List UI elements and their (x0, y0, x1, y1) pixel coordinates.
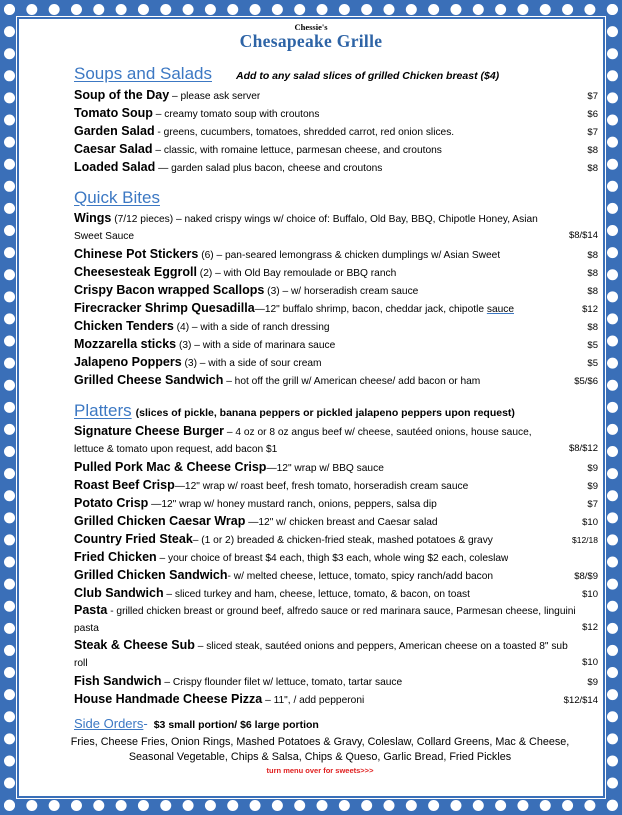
price: $7 (587, 91, 598, 102)
price: $9 (587, 463, 598, 474)
price: $12/18 (572, 535, 598, 545)
soups-list (74, 86, 598, 176)
menu-item: $12 Pasta - grilled chicken breast or ground beef, alfredo sauce or red marinara sauce, Parmesan cheese, linguini pasta (74, 603, 598, 634)
menu-item: Crispy Bacon wrapped Scallops (3) – w/ horseradish cream sauce $8 (74, 281, 598, 299)
price: $7 (587, 127, 598, 138)
menu-item: Fish Sandwich – Crispy flounder filet w/ lettuce, tomato, tartar sauce $9 (74, 672, 598, 690)
menu-item: Chicken Tenders (4) – with a side of ranch dressing $8 (74, 317, 598, 335)
restaurant-subname: Chessie's (294, 22, 328, 32)
price: $7 (587, 499, 598, 510)
menu-item: Fried Chicken – your choice of breast $4 each, thigh $3 each, whole wing $2 each, coleslaw (74, 550, 509, 564)
menu-item: Grilled Chicken Caesar Wrap —12" w/ chicken breast and Caesar salad $10 (74, 512, 598, 530)
menu-item: Roast Beef Crisp—12" wrap w/ roast beef, fresh tomato, horseradish cream sauce $9 (74, 476, 598, 494)
platters-header (74, 401, 596, 421)
menu-item: Country Fried Steak– (1 or 2) breaded & chicken-fried steak, mashed potatoes & gravy $12/18 (74, 530, 598, 548)
menu-item: Grilled Chicken Sandwich- w/ melted cheese, lettuce, tomato, spicy ranch/add bacon $8/$9 (74, 566, 598, 584)
menu-item: Soup of the Day – please ask server $7 (74, 86, 598, 104)
price: $10 (582, 589, 598, 600)
restaurant-title: Chesapeake Grille (239, 31, 383, 51)
price: $8/$9 (574, 571, 598, 582)
bites-title: Quick Bites (74, 188, 160, 207)
menu-item: $10 Steak & Cheese Sub – sliced steak, sautéed onions and peppers, American cheese on a toasted 8" sub roll (74, 638, 598, 669)
turn-over-note: turn menu over for sweets>>> (266, 766, 374, 775)
menu-item: Chinese Pot Stickers (6) – pan-seared lemongrass & chicken dumplings w/ Asian Sweet $8 (74, 245, 598, 263)
sides-title: Side Orders (74, 716, 144, 731)
price: $10 (582, 657, 598, 668)
menu-item: Loaded Salad — garden salad plus bacon, cheese and croutons $8 (74, 158, 598, 176)
menu-item: House Handmade Cheese Pizza – 11", / add pepperoni $12/$14 (74, 690, 598, 708)
menu-item: Cheesesteak Eggroll (2) – with Old Bay remoulade or BBQ ranch $8 (74, 263, 598, 281)
menu-content (26, 22, 596, 775)
price: $8 (587, 268, 598, 279)
price: $12 (582, 622, 598, 633)
soups-header (74, 64, 596, 84)
sides-list: Fries, Cheese Fries, Onion Rings, Mashed Potatoes & Gravy, Coleslaw, Collard Greens, Mac & Cheese, Seasonal Vegetable, Chips & Salsa, Chips & Queso, Garlic Bread, Fried Pickles (70, 736, 570, 763)
menu-item: Club Sandwich – sliced turkey and ham, cheese, lettuce, tomato, & bacon, on toast $10 (74, 584, 598, 602)
menu-item: Mozzarella sticks (3) – with a side of marinara sauce $5 (74, 335, 598, 353)
platters-list (74, 423, 598, 708)
price: $6 (587, 109, 598, 120)
sides-dash: - (143, 716, 148, 731)
price: $8 (587, 286, 598, 297)
price: $8 (587, 145, 598, 156)
sides-note: $3 small portion/ $6 large portion (153, 719, 319, 731)
soups-note: Add to any salad slices of grilled Chicken breast ($4) (236, 70, 500, 82)
price: $5/$6 (574, 376, 598, 387)
menu-item: Potato Crisp —12" wrap w/ honey mustard ranch, onions, peppers, salsa dip $7 (74, 494, 598, 512)
menu-item: Firecracker Shrimp Quesadilla—12" buffalo shrimp, bacon, cheddar jack, chipotle sauce $12 (74, 299, 598, 317)
price: $8 (587, 163, 598, 174)
menu-item: Tomato Soup – creamy tomato soup with croutons $6 (74, 104, 598, 122)
price: $12/$14 (563, 695, 598, 706)
menu-item: Caesar Salad – classic, with romaine lettuce, parmesan cheese, and croutons $8 (74, 140, 598, 158)
price: $8/$14 (568, 230, 598, 241)
menu-item: Jalapeno Poppers (3) – with a side of sour cream $5 (74, 353, 598, 371)
sides-header (74, 716, 596, 731)
price: $10 (582, 517, 598, 528)
platters-note: (slices of pickle, banana peppers or pickled jalapeno peppers upon request) (135, 407, 515, 419)
price: $9 (587, 481, 598, 492)
menu-item: $8/$12 Signature Cheese Burger – 4 oz or 8 oz angus beef w/ cheese, sautéed onions, house sauce, lettuce & tomato upon request, add bacon $1 (74, 424, 598, 455)
bites-header (74, 188, 596, 208)
menu-item: Garden Salad - greens, cucumbers, tomatoes, shredded carrot, red onion slices. $7 (74, 122, 598, 140)
soups-title: Soups and Salads (74, 64, 212, 83)
price: $9 (587, 677, 598, 688)
menu-item: $8/$14 Wings (7/12 pieces) – naked crispy wings w/ choice of: Buffalo, Old Bay, BBQ, Chipotle Honey, Asian Sweet Sauce (74, 211, 598, 242)
price: $8 (587, 250, 598, 261)
price: $8/$12 (568, 443, 598, 454)
menu-item: Grilled Cheese Sandwich – hot off the grill w/ American cheese/ add bacon or ham $5/$6 (74, 371, 598, 389)
price: $5 (587, 358, 598, 369)
menu-item: Pulled Pork Mac & Cheese Crisp—12" wrap w/ BBQ sauce $9 (74, 458, 598, 476)
price: $8 (587, 322, 598, 333)
price: $5 (587, 340, 598, 351)
price: $12 (582, 304, 598, 315)
bites-list (74, 210, 598, 389)
platters-title: Platters (74, 401, 132, 420)
